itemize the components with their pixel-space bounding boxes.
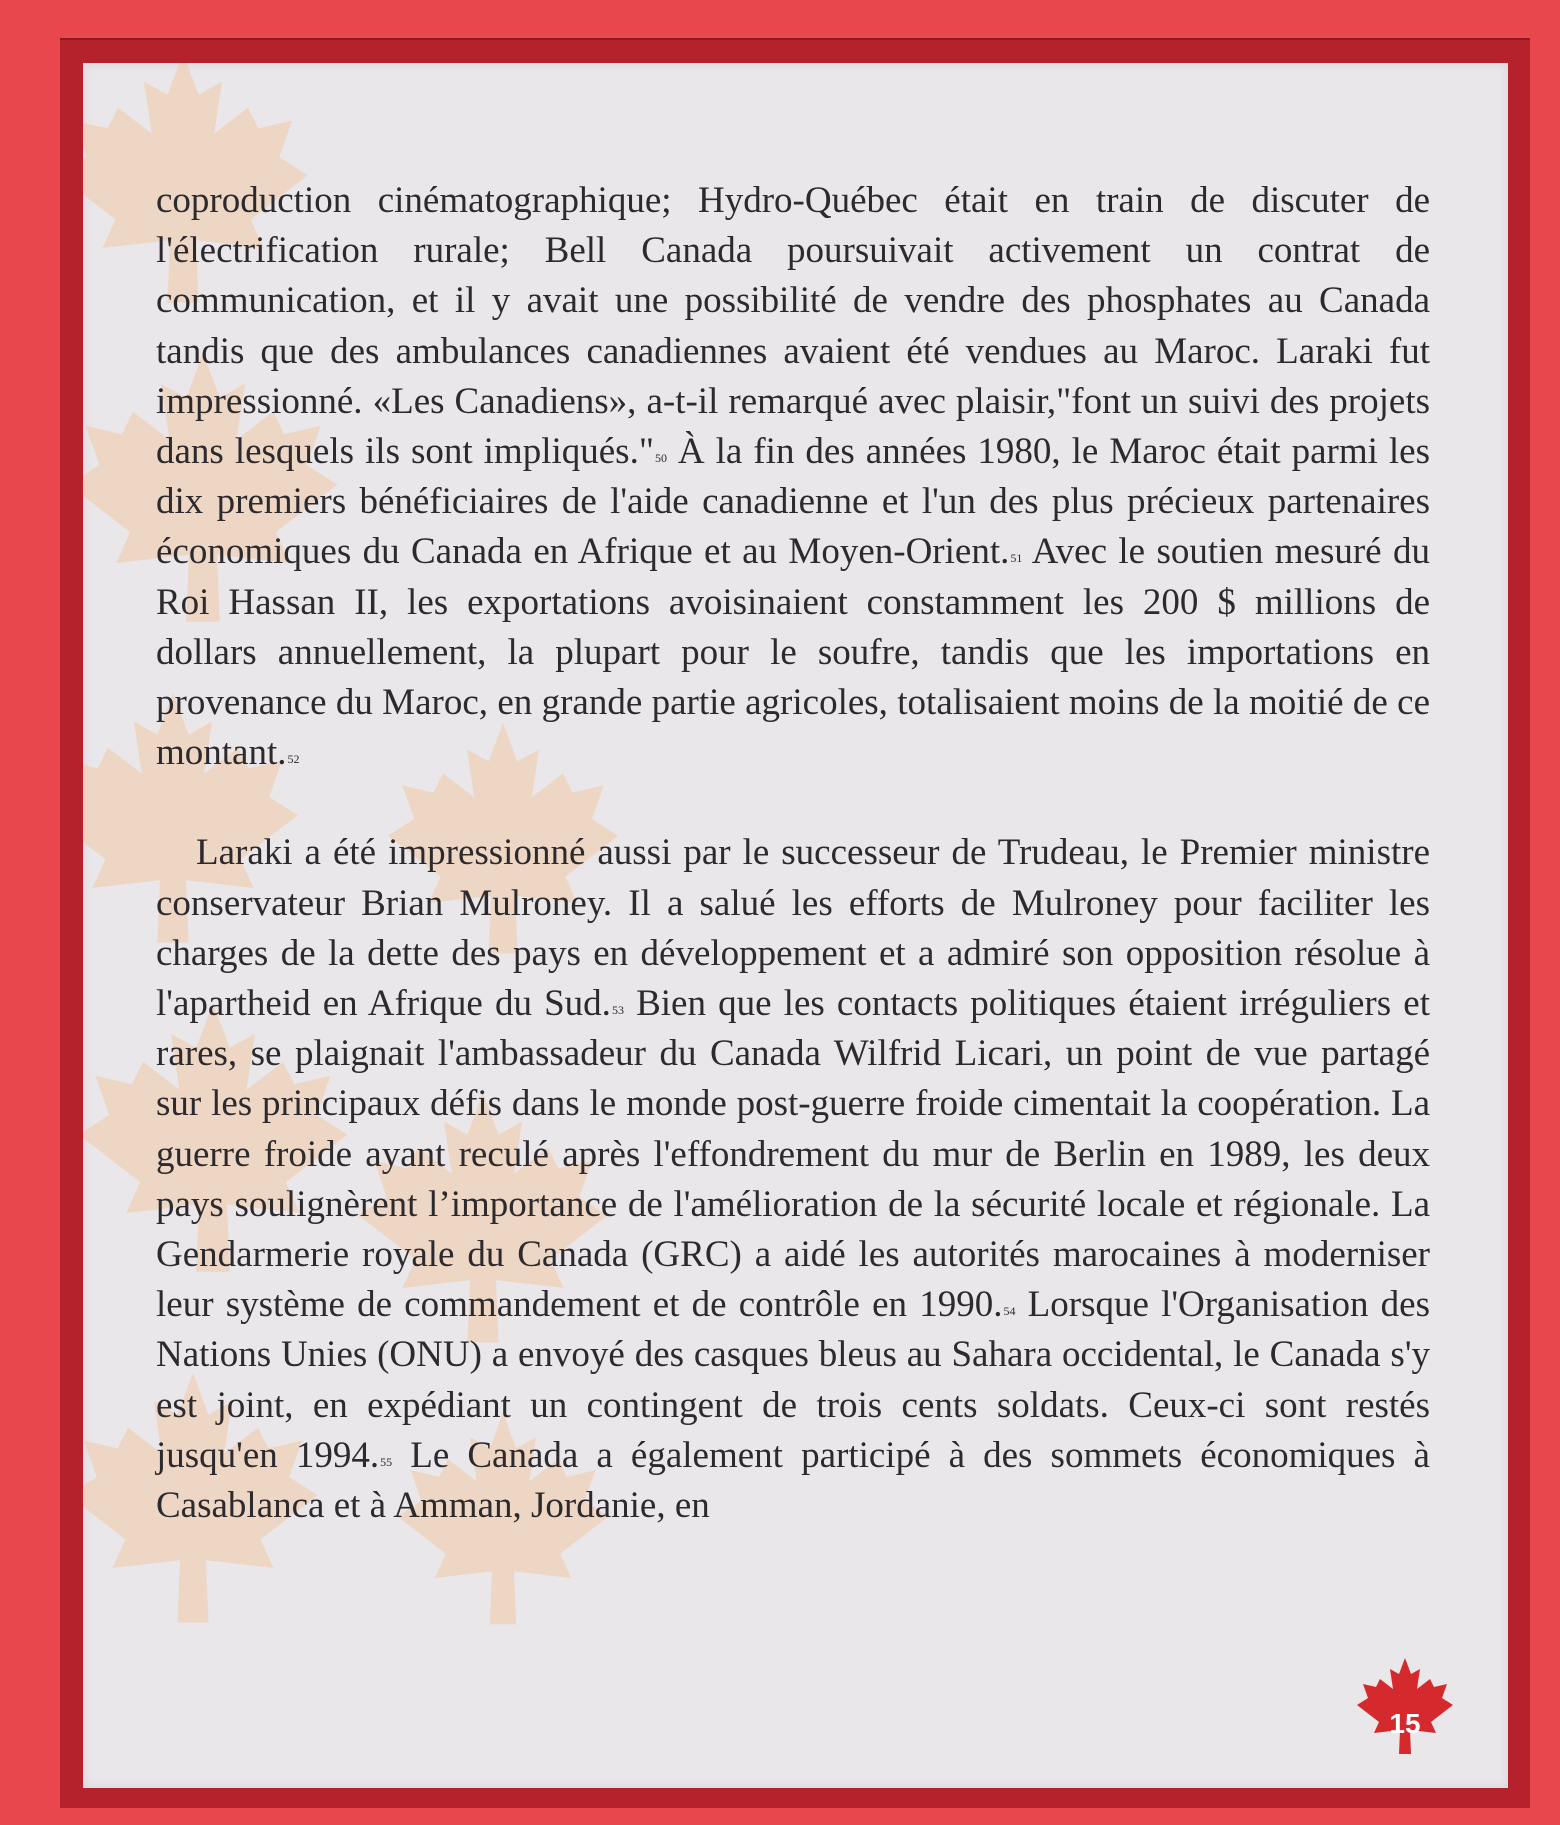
- text-segment: À la fin des années 1980, le Maroc était parmi les dix premiers bénéficiaires de l'aide canadienne et l'un des plus précieux partenaires économiques du Canada en Afrique et au Moyen-Orient.: [156, 431, 1430, 573]
- page-number: 15: [1389, 1708, 1421, 1739]
- footnote-marker: 55: [380, 1454, 393, 1469]
- footnote-marker: 51: [1010, 551, 1023, 566]
- text-segment: Bien que les contacts politiques étaient irréguliers et rares, se plaignait l'ambassadeur du Canada Wilfrid Licari, un point de vue partagé sur les principaux défis dans le monde post-guerre froide cimentait la coopération. La guerre froide ayant reculé après l'effondrement du mur de Berlin en 1989, les deux pays soulignèrent l’importance de l'amélioration de la sécurité locale et régionale. La Gendarmerie royale du Canada (GRC) a aidé les autorités marocaines à moderniser leur système de commandement et de contrôle en 1990.: [156, 983, 1430, 1326]
- footnote-marker: 53: [611, 1003, 624, 1018]
- page-number-badge: [1350, 1658, 1460, 1758]
- page-panel: [83, 63, 1508, 1788]
- paragraph-1: [156, 176, 1430, 778]
- footnote-marker: 50: [654, 451, 667, 466]
- text-segment: Laraki a été impressionné aussi par le successeur de Trudeau, le Premier ministre conservateur Brian Mulroney. Il a salué les efforts de Mulroney pour faciliter les charges de la dette des pays en développement et a admiré son opposition résolue à l'apartheid en Afrique du Sud.: [156, 832, 1430, 1025]
- paragraph-2: [156, 828, 1430, 1531]
- footnote-marker: 54: [1003, 1304, 1016, 1319]
- body-text: [156, 176, 1430, 1531]
- text-segment: Le Canada a également participé à des sommets économiques à Casablanca et à Amman, Jordanie, en: [156, 1434, 1430, 1527]
- text-segment: Lorsque l'Organisation des Nations Unies (ONU) a envoyé des casques bleus au Sahara occidental, le Canada s'y est joint, en expédiant un contingent de trois cents soldats. Ceux-ci sont restés jusqu'en 1994.: [156, 1284, 1430, 1476]
- text-segment: coproduction cinématographique; Hydro-Québec était en train de discuter de l'électrification rurale; Bell Canada poursuivait activement un contrat de communication, et il y avait une possibilité de vendre des phosphates au Canada tandis que des ambulances canadiennes avaient été vendues au Maroc. Laraki fut impressionné. «Les Canadiens», a-t-il remarqué avec plaisir,"font un suivi des projets dans lesquels ils sont impliqués.": [156, 180, 1430, 473]
- footnote-marker: 52: [287, 752, 300, 767]
- text-segment: Avec le soutien mesuré du Roi Hassan II, les exportations avoisinaient constamment les 200 $ millions de dollars annuellement, la plupart pour le soufre, tandis que les importations en provenance du Maroc, en grande partie agricoles, totalisaient moins de la moitié de ce montant.: [156, 531, 1430, 774]
